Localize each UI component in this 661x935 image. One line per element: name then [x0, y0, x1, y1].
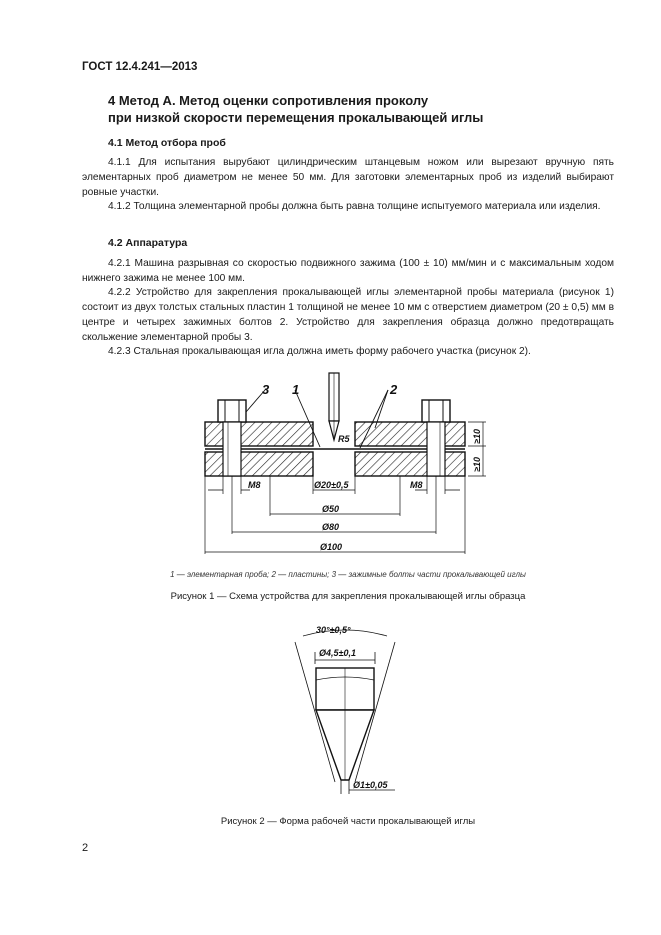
paragraph-4-1-1: 4.1.1 Для испытания вырубают цилиндрическим штанцевым ножом или вырезают вручную пять элементарных проб диаметром не менее 50 мм. Для заготовки элементарных проб из изделий выбирают ровные участки. — [82, 157, 614, 198]
section-title — [108, 92, 578, 126]
section-title-line2: при низкой скорости перемещения прокалывающей иглы — [108, 110, 484, 125]
label-d45: Ø4,5±0,1 — [319, 648, 356, 658]
label-1: 1 — [292, 382, 300, 397]
subsection-title-4-2: 4.2 Аппаратура — [108, 237, 188, 249]
label-d80: Ø80 — [322, 522, 340, 532]
label-d1: Ø1±0,05 — [353, 780, 388, 790]
figure-2-caption: Рисунок 2 — Форма рабочей части прокалывающей иглы — [220, 816, 476, 827]
figure-1-caption: Рисунок 1 — Схема устройства для закрепления прокалывающей иглы образца — [170, 591, 526, 602]
page-number: 2 — [82, 842, 89, 854]
label-3: 3 — [262, 382, 270, 397]
thickness-bottom: ≥10 — [472, 457, 482, 472]
figure-1-note: 1 — элементарная проба; 2 — пластины; 3 — зажимные болты части прокалывающей иглы — [170, 570, 526, 579]
label-d100: Ø100 — [320, 542, 343, 552]
paragraph-4-2-3: 4.2.3 Стальная прокалывающая игла должна иметь форму рабочего участка (рисунок 2). — [108, 346, 531, 357]
lower-plate — [205, 452, 465, 476]
needle-shape — [329, 373, 339, 440]
figure-2-drawing — [285, 622, 405, 802]
section-title-line1: 4 Метод А. Метод оценки сопротивления проколу — [108, 93, 429, 108]
label-2: 2 — [390, 382, 398, 397]
label-m8-right: M8 — [410, 480, 423, 490]
label-d20: Ø20±0,5 — [314, 480, 349, 490]
figure-1-drawing — [190, 368, 490, 568]
thickness-top: ≥10 — [472, 429, 482, 444]
label-d50: Ø50 — [322, 504, 340, 514]
label-m8-left: M8 — [248, 480, 261, 490]
document-code: ГОСТ 12.4.241—2013 — [82, 61, 198, 73]
paragraph-4-2-2: 4.2.2 Устройство для закрепления прокалывающей иглы элементарной пробы материала (рисунок 1) состоит из двух толстых стальных пластин 1 толщиной не менее 10 мм с отверстием диаметром (20 ± 0,5) мм в центре и четырех зажимных болтов 2. Устройство для закрепления образца должно предотвращать скольжение элементарной пробы 3. — [82, 287, 614, 343]
paragraph-4-2-1: 4.2.1 Машина разрывная со скоростью подвижного зажима (100 ± 10) мм/мин и с максимальным ходом нижнего зажима не менее 100 мм. — [82, 258, 614, 284]
label-angle: 30°±0,5° — [316, 625, 351, 635]
label-r5: R5 — [338, 434, 350, 444]
subsection-title-4-1: 4.1 Метод отбора проб — [108, 137, 226, 149]
paragraph-4-1-2: 4.1.2 Толщина элементарной пробы должна быть равна толщине испытуемого материала или изделия. — [108, 201, 601, 212]
